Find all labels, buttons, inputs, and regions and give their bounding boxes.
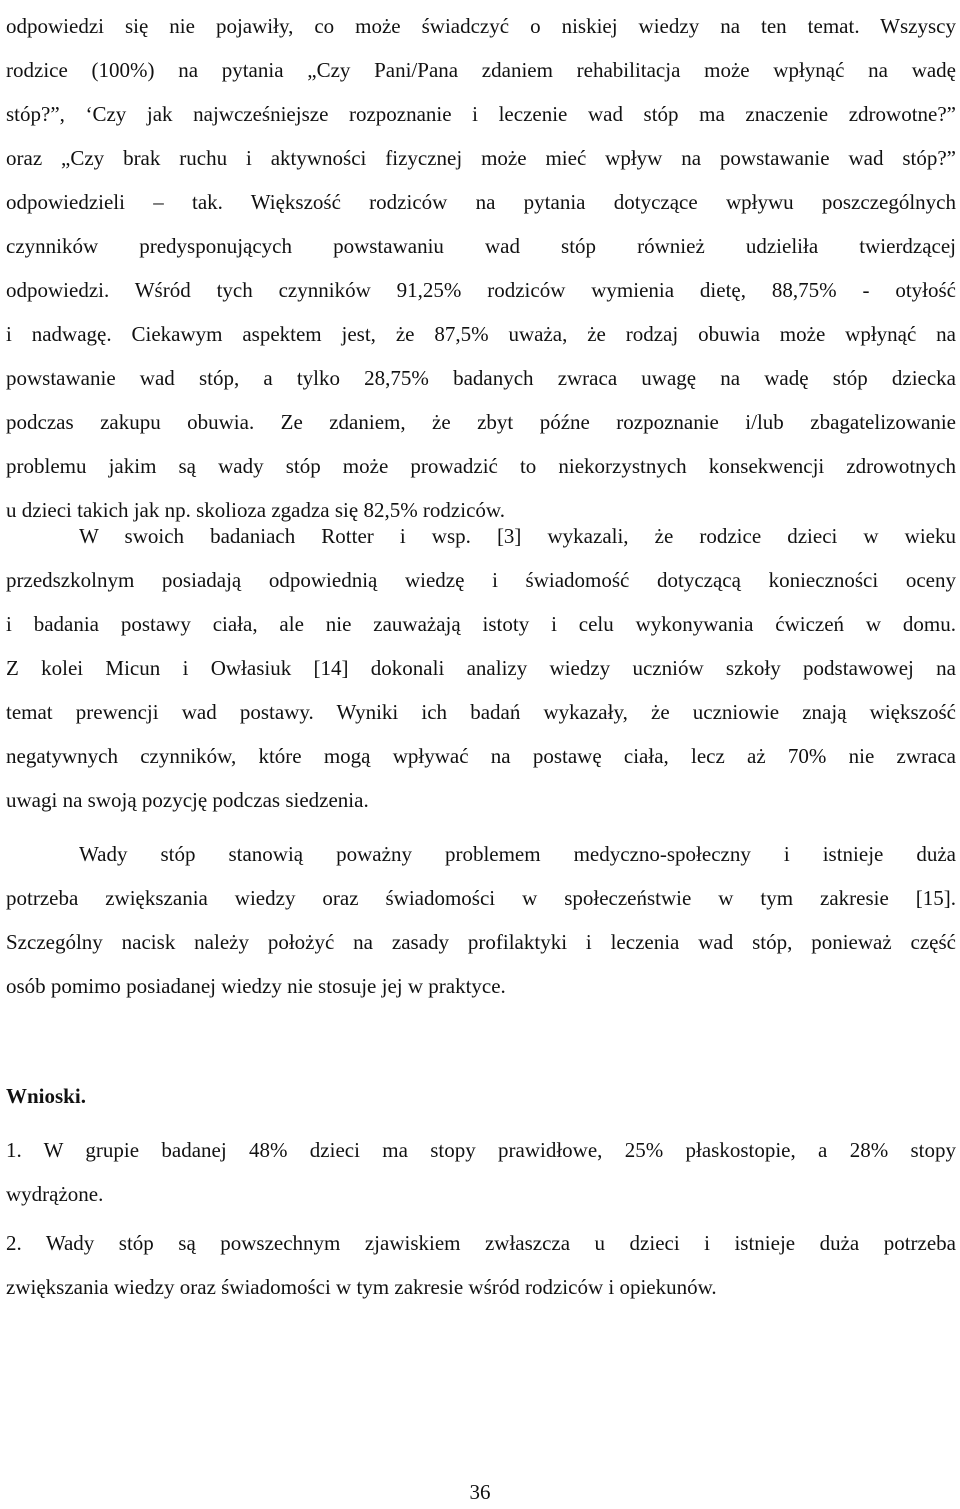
text-line: i nadwagę. Ciekawym aspektem jest, że 87,5% uważa, że rodzaj obuwia może wpłynąć na xyxy=(6,322,956,346)
text-line: podczas zakupu obuwia. Ze zdaniem, że zbyt późne rozpoznanie i/lub zbagatelizowanie xyxy=(6,410,956,434)
conclusions-list xyxy=(6,1128,956,1309)
text-line: u dzieci takich jak np. skolioza zgadza się 82,5% rodziców. xyxy=(6,498,505,522)
text-line: oraz „Czy brak ruchu i aktywności fizycznej może mieć wpływ na powstawanie wad stóp?” xyxy=(6,146,956,170)
text-line: W swoich badaniach Rotter i wsp. [3] wykazali, że rodzice dzieci w wieku xyxy=(79,524,956,548)
conclusions-heading: Wnioski. xyxy=(6,1084,86,1108)
text-line: zwiększania wiedzy oraz świadomości w tym zakresie wśród rodziców i opiekunów. xyxy=(6,1275,717,1299)
text-line: czynników predysponujących powstawaniu wad stóp również udzieliła twierdzącej xyxy=(6,234,956,258)
text-line: odpowiedzi się nie pojawiły, co może świadczyć o niskiej wiedzy na ten temat. Wszyscy xyxy=(6,14,956,38)
page-number: 36 xyxy=(469,1480,491,1504)
text-line: Z kolei Micun i Owłasiuk [14] dokonali analizy wiedzy uczniów szkoły podstawowej na xyxy=(6,656,956,680)
text-line: odpowiedzieli – tak. Większość rodziców na pytania dotyczące wpływu poszczególnych xyxy=(6,190,956,214)
text-line: i badania postawy ciała, ale nie zauważają istoty i celu wykonywania ćwiczeń w domu. xyxy=(6,612,956,636)
text-line: odpowiedzi. Wśród tych czynników 91,25% rodziców wymienia dietę, 88,75% - otyłość xyxy=(6,278,956,302)
text-line: rodzice (100%) na pytania „Czy Pani/Pana zdaniem rehabilitacja może wpłynąć na wadę xyxy=(6,58,956,82)
text-line: osób pomimo posiadanej wiedzy nie stosuje jej w praktyce. xyxy=(6,974,506,998)
text-line: wydrążone. xyxy=(6,1182,104,1206)
text-line: potrzeba zwiększania wiedzy oraz świadomości w społeczeństwie w tym zakresie [15]. xyxy=(6,886,956,910)
text-line: Szczególny nacisk należy położyć na zasady profilaktyki i leczenia wad stóp, ponieważ część xyxy=(6,930,956,954)
text-line: Wady stóp stanowią poważny problemem medyczno-społeczny i istnieje duża xyxy=(79,842,956,866)
text-line: 1. W grupie badanej 48% dzieci ma stopy prawidłowe, 25% płaskostopie, a 28% stopy xyxy=(6,1138,956,1162)
paragraph-foot-defects-problem xyxy=(6,832,956,1008)
text-line: stóp?”, ‘Czy jak najwcześniejsze rozpoznanie i leczenie wad stóp ma znaczenie zdrowotne?” xyxy=(6,102,956,126)
text-line: uwagi na swoją pozycję podczas siedzenia. xyxy=(6,788,369,812)
text-line: temat prewencji wad postawy. Wyniki ich badań wykazały, że uczniowie znają większość xyxy=(6,700,956,724)
text-line: problemu jakim są wady stóp może prowadzić to niekorzystnych konsekwencji zdrowotnych xyxy=(6,454,956,478)
paragraph-literature-review xyxy=(6,514,956,822)
conclusion-item xyxy=(6,1128,956,1216)
text-line: 2. Wady stóp są powszechnym zjawiskiem zwłaszcza u dzieci i istnieje duża potrzeba xyxy=(6,1231,956,1255)
text-line: przedszkolnym posiadają odpowiednią wiedzę i świadomość dotyczącą konieczności oceny xyxy=(6,568,956,592)
paragraph-survey-results xyxy=(6,4,956,532)
text-line: powstawanie wad stóp, a tylko 28,75% badanych zwraca uwagę na wadę stóp dziecka xyxy=(6,366,956,390)
text-line: negatywnych czynników, które mogą wpływać na postawę ciała, lecz aż 70% nie zwraca xyxy=(6,744,956,768)
conclusion-item xyxy=(6,1221,956,1309)
